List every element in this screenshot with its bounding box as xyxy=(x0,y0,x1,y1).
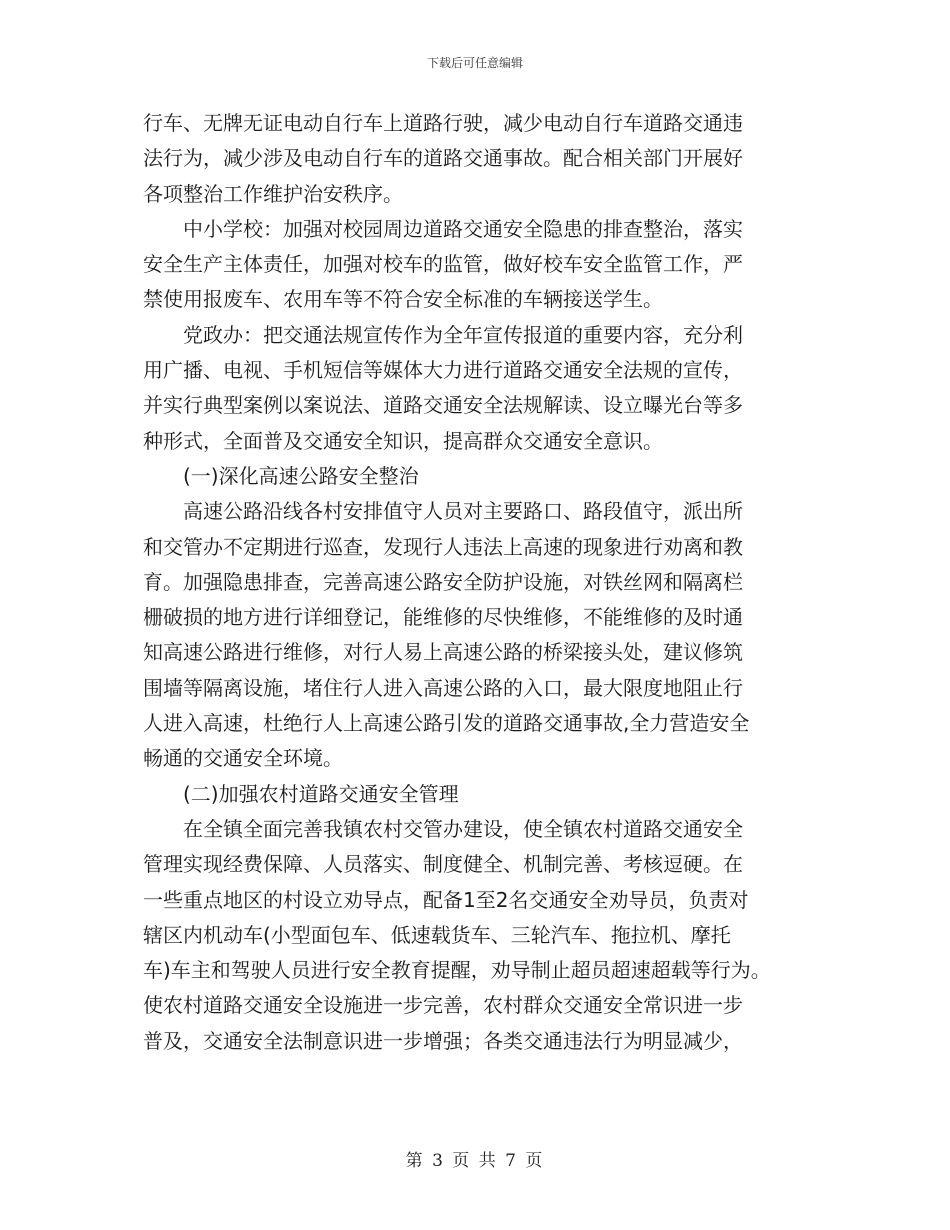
text-line: 畅通的交通安全环境。 xyxy=(143,746,343,771)
paragraph-start: 高速公路沿线各村安排值守人员对主要路口、路段值守，派出所 xyxy=(183,499,743,524)
text-line: 普及，交通安全法制意识进一步增强；各类交通违法行为明显减少， xyxy=(143,1028,743,1053)
text-line: 人进入高速，杜绝行人上高速公路引发的道路交通事故,全力营造安全 xyxy=(143,711,750,736)
text-line: 并实行典型案例以案说法、道路交通安全法规解读、设立曝光台等多 xyxy=(143,393,743,418)
text-line: 管理实现经费保障、人员落实、制度健全、机制完善、考核逗硬。在 xyxy=(143,852,743,877)
text-line: 法行为，减少涉及电动自行车的道路交通事故。配合相关部门开展好 xyxy=(143,146,743,171)
document-body xyxy=(143,106,819,1059)
text-line: 禁使用报废车、农用车等不符合安全标准的车辆接送学生。 xyxy=(143,287,663,312)
text-line: 用广播、电视、手机短信等媒体大力进行道路交通安全法规的宣传， xyxy=(143,358,743,383)
text-line: 一些重点地区的村设立劝导点，配备1至2名交通安全劝导员，负责对 xyxy=(143,887,749,912)
section-heading: (二)加强农村道路交通安全管理 xyxy=(183,781,459,806)
text-line: 和交管办不定期进行巡查，发现行人违法上高速的现象进行劝离和教 xyxy=(143,534,743,559)
text-line: 栅破损的地方进行详细登记，能维修的尽快维修，不能维修的及时通 xyxy=(143,605,743,630)
page-number-footer: 第 3 页 共 7 页 xyxy=(405,1151,545,1171)
text-line: 各项整治工作维护治安秩序。 xyxy=(143,181,403,206)
text-line: 种形式，全面普及交通安全知识，提高群众交通安全意识。 xyxy=(143,428,663,453)
text-line: 行车、无牌无证电动自行车上道路行驶，减少电动自行车道路交通违 xyxy=(143,111,743,135)
text-line: 围墙等隔离设施，堵住行人进入高速公路的入口，最大限度地阻止行 xyxy=(143,675,743,700)
text-line: 育。加强隐患排查，完善高速公路安全防护设施，对铁丝网和隔离栏 xyxy=(143,569,743,594)
text-line: 辖区内机动车(小型面包车、低速载货车、三轮汽车、拖拉机、摩托 xyxy=(143,922,731,947)
paragraph-start: 党政办：把交通法规宣传作为全年宣传报道的重要内容，充分利 xyxy=(183,322,743,347)
text-line: 安全生产主体责任，加强对校车的监管，做好校车安全监管工作，严 xyxy=(143,252,743,277)
page-header: 下载后可任意编辑 xyxy=(426,56,523,70)
section-heading: (一)深化高速公路安全整治 xyxy=(183,463,419,488)
text-line: 车)车主和驾驶人员进行安全教育提醒，劝导制止超员超速超载等行为。 xyxy=(143,958,771,983)
paragraph-start: 中小学校：加强对校园周边道路交通安全隐患的排查整治，落实 xyxy=(183,216,743,241)
text-line: 知高速公路进行维修，对行人易上高速公路的桥梁接头处，建议修筑 xyxy=(143,640,743,665)
text-line: 使农村道路交通安全设施进一步完善，农村群众交通安全常识进一步 xyxy=(143,993,743,1018)
paragraph-start: 在全镇全面完善我镇农村交管办建设，使全镇农村道路交通安全 xyxy=(183,816,743,841)
